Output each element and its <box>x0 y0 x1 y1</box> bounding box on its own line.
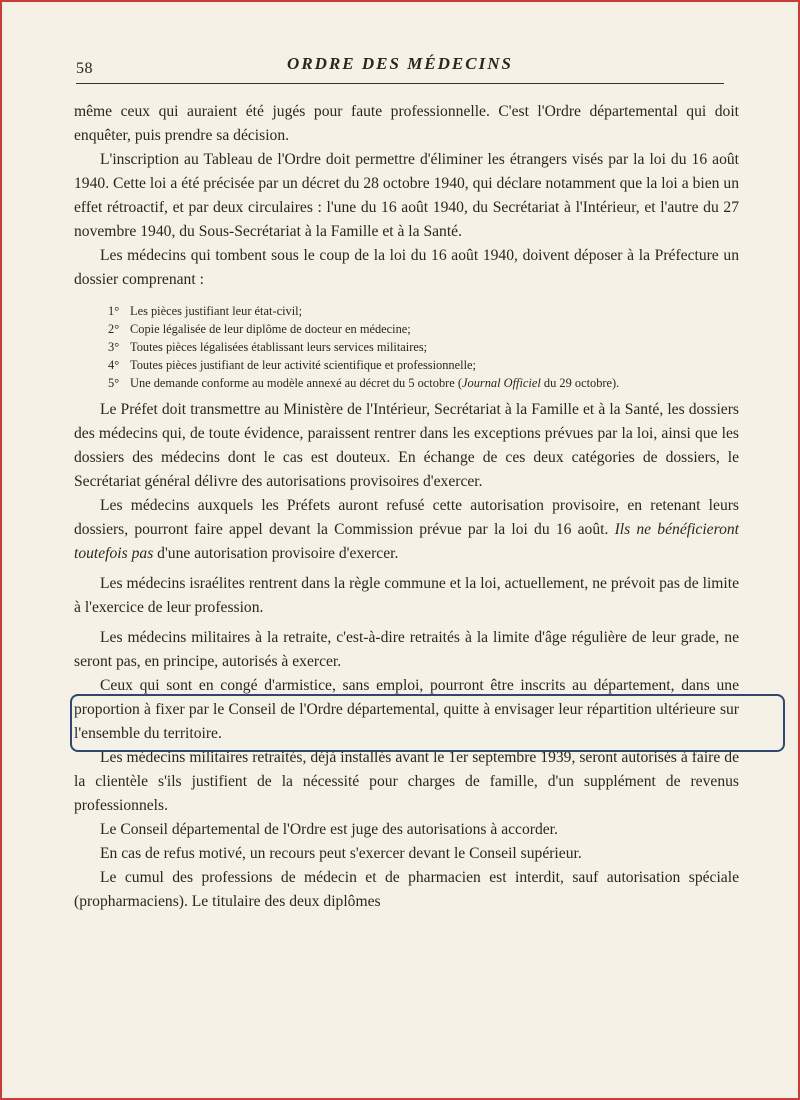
paragraph-inscription: L'inscription au Tableau de l'Ordre doit permettre d'éliminer les étrangers visés par la loi du 16 août 1940. Cette loi a été précisée par un décret du 28 octobre 1940, qui déclare notamment que la loi a bien un effet rétroactif, et par deux circulaires : l'une du 16 août 1940, du Secrétariat à l'Intérieur, et l'autre du 27 novembre 1940, du Sous-Secrétariat à la Famille et à la Santé. <box>74 151 739 240</box>
journal-officiel-citation: Journal Officiel <box>462 376 541 390</box>
list-item-text: Une demande conforme au modèle annexé au décret du 5 octobre ( <box>130 376 462 390</box>
paragraph-retired: Les médecins militaires retraités, déjà installés avant le 1er septembre 1939, seront autorisés à faire de la clientèle s'ils justifient de la nécessité pour charges de famille, d'un supplément de revenus professionnels. <box>74 749 739 814</box>
paragraph-prefect: Le Préfet doit transmettre au Ministère de l'Intérieur, Secrétariat à la Famille et à la Santé, les dossiers des médecins qui, de toute évidence, paraissent rentrer dans les exceptions prévues par la loi, ainsi que les dossiers des médecins dont le cas est douteux. En échange de ces deux catégories de dossiers, le Secrétariat général délivre des autorisations provisoires d'exercer. <box>74 401 739 490</box>
list-item-number: 3° <box>108 340 120 354</box>
paragraph-dossier: Les médecins qui tombent sous le coup de la loi du 16 août 1940, doivent déposer à la Préfecture un dossier comprenant : <box>74 247 739 288</box>
list-item-number: 5° <box>108 376 120 390</box>
highlight-annotation-box <box>70 694 785 752</box>
refused-text-end: d'une autorisation provisoire d'exercer. <box>153 545 399 562</box>
list-item <box>74 302 739 320</box>
list-item-number: 4° <box>108 358 120 372</box>
list-item <box>74 320 739 338</box>
paragraph-refusal: En cas de refus motivé, un recours peut s'exercer devant le Conseil supérieur. <box>100 845 582 862</box>
paragraph-highlighted: Les médecins israélites rentrent dans la règle commune et la loi, actuellement, ne prévoit pas de limite à l'exercice de leur profession. <box>74 575 739 616</box>
list-item-text: Toutes pièces légalisées établissant leurs services militaires; <box>130 340 428 354</box>
list-item-text-end: du 29 octobre). <box>540 376 620 390</box>
running-head: ORDRE DES MÉDECINS <box>287 54 513 73</box>
list-item-number: 1° <box>108 304 120 318</box>
list-item-text: Copie légalisée de leur diplôme de docteur en médecine; <box>130 322 411 336</box>
paragraph-armistice: Ceux qui sont en congé d'armistice, sans emploi, pourront être inscrits au département, dans une proportion à fixer par le Conseil de l'Ordre départemental, quitte à envisager leur répartition ultérieure sur l'ensemble du territoire. <box>74 677 739 742</box>
header-rule <box>76 83 724 84</box>
document-list <box>74 302 739 392</box>
paragraph-continuation: même ceux qui auraient été jugés pour faute professionnelle. C'est l'Ordre départemental qui doit enquêter, puis prendre sa décision. <box>74 103 739 144</box>
page-paper <box>4 4 796 1096</box>
page-number: 58 <box>76 60 93 77</box>
paragraph-refused <box>74 494 739 566</box>
paragraph-council: Le Conseil départemental de l'Ordre est juge des autorisations à accorder. <box>100 821 558 838</box>
list-item-text: Les pièces justifiant leur état-civil; <box>130 304 303 318</box>
page-header <box>76 50 724 84</box>
list-item <box>74 356 739 374</box>
body-text <box>74 100 739 914</box>
list-item <box>74 374 739 392</box>
list-item-text: Toutes pièces justifiant de leur activité scientifique et professionnelle; <box>130 358 476 372</box>
refused-text-italic: Ils ne bénéficieront toutefois pas <box>74 521 739 562</box>
paragraph-military: Les médecins militaires à la retraite, c'est-à-dire retraités à la limite d'âge régulière de leur grade, ne seront pas, en principe, autorisés à exercer. <box>74 629 739 670</box>
list-item <box>74 338 739 356</box>
paragraph-cumul: Le cumul des professions de médecin et de pharmacien est interdit, sauf autorisation spéciale (propharmaciens). Le titulaire des deux diplômes <box>74 869 739 910</box>
refused-text-start: Les médecins auxquels les Préfets auront refusé cette autorisation provisoire, en retenant leurs dossiers, pourront faire appel devant la Commission prévue par la loi du 16 août. <box>74 497 739 538</box>
list-item-number: 2° <box>108 322 120 336</box>
